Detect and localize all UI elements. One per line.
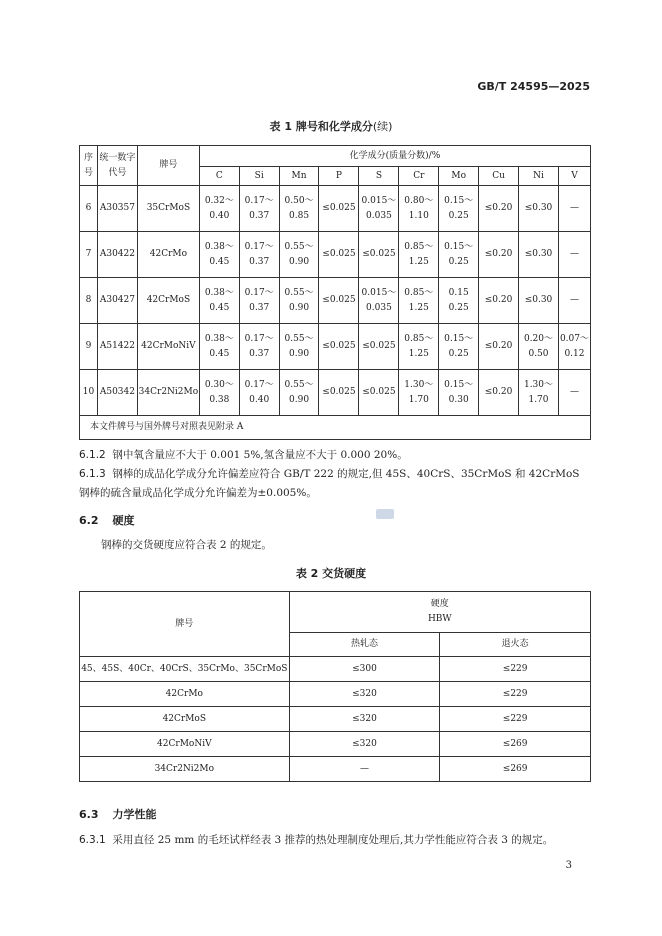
table-row xyxy=(80,657,591,682)
header-element: Ni xyxy=(519,167,559,186)
cell-value xyxy=(519,370,559,416)
cell-value xyxy=(199,278,239,324)
cell-line: 0.38～ xyxy=(204,241,234,252)
cell-line: ≤0.30 xyxy=(524,295,553,305)
cell-line: 0.38～ xyxy=(204,287,234,298)
cell-line: 0.37 xyxy=(249,302,270,313)
cell-seq: 8 xyxy=(80,278,98,324)
cell-line: — xyxy=(569,203,579,213)
cell-value xyxy=(359,232,399,278)
header-element: Mn xyxy=(279,167,319,186)
cell-value xyxy=(558,186,590,232)
cell-line: ≤0.025 xyxy=(362,341,396,351)
section-title: 力学性能 xyxy=(112,808,157,821)
cell-line: 0.30～ xyxy=(204,379,234,390)
clause-number: 6.1.2 xyxy=(79,449,106,461)
cell-line: 0.90 xyxy=(289,302,310,313)
cell-value xyxy=(239,278,279,324)
cell-value xyxy=(319,370,359,416)
table1-caption xyxy=(0,118,662,134)
cell-line: ≤0.025 xyxy=(362,249,396,259)
cell-value xyxy=(519,324,559,370)
table-row xyxy=(80,732,591,757)
section-title: 硬度 xyxy=(112,514,135,527)
cell-value xyxy=(319,232,359,278)
cell-value xyxy=(319,324,359,370)
cell-line: 1.30～ xyxy=(404,379,434,390)
cell-line: 0.25 xyxy=(448,348,469,359)
cell-line: 0.40 xyxy=(209,210,230,221)
cell-line: ≤0.20 xyxy=(484,203,513,213)
cell-grade: 34Cr2Ni2Mo xyxy=(80,757,290,782)
cell-line: 0.12 xyxy=(564,348,585,359)
cell-value xyxy=(439,370,479,416)
cell-line: 0.45 xyxy=(209,256,230,267)
cell-line: 0.55～ xyxy=(284,241,314,252)
cell-hot: ≤320 xyxy=(289,707,440,732)
cell-code: A51422 xyxy=(97,324,137,370)
cell-code: A30427 xyxy=(97,278,137,324)
header-element: Cr xyxy=(399,167,439,186)
page-number: 3 xyxy=(565,860,572,871)
cell-line: 0.50 xyxy=(528,348,549,359)
cell-anneal: ≤229 xyxy=(440,657,591,682)
clause-text: 钢中氧含量应不大于 0.001 5%,氢含量应不大于 0.000 20%。 xyxy=(112,449,408,461)
header-grade: 牌号 xyxy=(137,146,199,186)
section-6-3-heading xyxy=(79,806,157,822)
cell-line: 1.10 xyxy=(408,210,429,221)
header-element: Cu xyxy=(479,167,519,186)
cell-value xyxy=(399,370,439,416)
cell-grade: 42CrMoS xyxy=(137,278,199,324)
cell-value xyxy=(558,278,590,324)
cell-line: 0.15～ xyxy=(444,333,474,344)
cell-value xyxy=(239,232,279,278)
cell-line: 0.015～ xyxy=(361,287,397,298)
cell-value xyxy=(199,370,239,416)
cell-value xyxy=(239,186,279,232)
cell-line: 0.17～ xyxy=(244,333,274,344)
cell-line: 0.17～ xyxy=(244,379,274,390)
cell-seq: 10 xyxy=(80,370,98,416)
cell-value xyxy=(199,232,239,278)
cell-line: 0.37 xyxy=(249,210,270,221)
header-composition: 化学成分(质量分数)/% xyxy=(199,146,590,167)
cell-value xyxy=(439,324,479,370)
cell-line: 0.25 xyxy=(448,302,469,313)
cell-grade: 35CrMoS xyxy=(137,186,199,232)
cell-line: 0.85 xyxy=(289,210,310,221)
cell-line: ≤0.025 xyxy=(322,249,356,259)
header-hot-rolled: 热轧态 xyxy=(289,633,440,657)
cell-grade: 45、45S、40Cr、40CrS、35CrMo、35CrMoS xyxy=(80,657,290,682)
cell-line: 0.37 xyxy=(249,256,270,267)
cell-line: 1.25 xyxy=(408,302,429,313)
cell-value xyxy=(439,278,479,324)
cell-line: ≤0.025 xyxy=(322,387,356,397)
cell-value xyxy=(279,186,319,232)
cell-line: 0.17～ xyxy=(244,241,274,252)
header-element: Mo xyxy=(439,167,479,186)
cell-line: 0.035 xyxy=(366,302,392,313)
cell-line: ≤0.30 xyxy=(524,249,553,259)
cell-line: 0.25 xyxy=(448,210,469,221)
section-6-2-heading xyxy=(79,512,135,528)
header-code: 统一数字代号 xyxy=(97,146,137,186)
cell-line: ≤0.20 xyxy=(484,341,513,351)
cell-line: 0.17～ xyxy=(244,195,274,206)
cell-line: 0.55～ xyxy=(284,333,314,344)
table-row xyxy=(80,324,591,370)
clause-6-2-body: 钢棒的交货硬度应符合表 2 的规定。 xyxy=(101,539,272,551)
cell-value xyxy=(439,232,479,278)
cell-line: ≤0.025 xyxy=(322,203,356,213)
cell-line: 0.40 xyxy=(249,394,270,405)
cell-hot: ≤320 xyxy=(289,682,440,707)
cell-line: 0.50～ xyxy=(284,195,314,206)
table-row xyxy=(80,232,591,278)
header-element: P xyxy=(319,167,359,186)
cell-hot: ≤320 xyxy=(289,732,440,757)
cell-value xyxy=(359,278,399,324)
cell-seq: 9 xyxy=(80,324,98,370)
cell-line: — xyxy=(569,249,579,259)
cell-line: 1.25 xyxy=(408,348,429,359)
section-number: 6.3 xyxy=(79,808,99,821)
cell-line: 0.38 xyxy=(209,394,230,405)
clause-number: 6.1.3 xyxy=(79,468,106,480)
table-row xyxy=(80,707,591,732)
cell-value xyxy=(399,186,439,232)
composition-table xyxy=(79,145,591,440)
cell-value xyxy=(399,278,439,324)
cell-line: 0.45 xyxy=(209,348,230,359)
cell-line: 0.85～ xyxy=(404,241,434,252)
cell-value xyxy=(479,278,519,324)
cell-line: 0.15～ xyxy=(444,195,474,206)
cell-line: — xyxy=(569,387,579,397)
cell-value xyxy=(359,370,399,416)
standard-number: GB/T 24595—2025 xyxy=(477,80,590,93)
cell-hot: ≤300 xyxy=(289,657,440,682)
table-row xyxy=(80,278,591,324)
cell-value xyxy=(319,278,359,324)
hardness-table xyxy=(79,591,591,782)
cell-value xyxy=(479,186,519,232)
cell-line: 0.85～ xyxy=(404,333,434,344)
header-element: S xyxy=(359,167,399,186)
cell-line: 0.32～ xyxy=(204,195,234,206)
cell-line: 0.15 xyxy=(448,287,469,298)
clause-number: 6.3.1 xyxy=(79,834,106,846)
header-element: C xyxy=(199,167,239,186)
cell-anneal: ≤269 xyxy=(440,757,591,782)
clause-text: 采用直径 25 mm 的毛坯试样经表 3 推荐的热处理制度处理后,其力学性能应符合表 3 的规定。 xyxy=(112,834,554,846)
cell-line: ≤0.30 xyxy=(524,203,553,213)
cell-grade: 42CrMoNiV xyxy=(80,732,290,757)
cell-value xyxy=(199,324,239,370)
cell-value xyxy=(479,324,519,370)
cell-line: ≤0.025 xyxy=(322,295,356,305)
header-hardness xyxy=(289,592,590,633)
table1-caption-text: 表 1 牌号和化学成分 xyxy=(269,120,373,133)
table-row xyxy=(80,186,591,232)
cell-code: A30422 xyxy=(97,232,137,278)
header-element: V xyxy=(558,167,590,186)
cell-line: 0.55～ xyxy=(284,287,314,298)
cell-value xyxy=(319,186,359,232)
cell-grade: 34Cr2Ni2Mo xyxy=(137,370,199,416)
cell-value xyxy=(558,232,590,278)
cell-line: 0.55～ xyxy=(284,379,314,390)
cell-value xyxy=(359,324,399,370)
cell-line: 0.035 xyxy=(366,210,392,221)
cell-line: ≤0.20 xyxy=(484,295,513,305)
header-annealed: 退火态 xyxy=(440,633,591,657)
cell-anneal: ≤229 xyxy=(440,682,591,707)
table-row xyxy=(80,370,591,416)
cell-value xyxy=(239,370,279,416)
cell-value xyxy=(279,232,319,278)
cell-value xyxy=(399,324,439,370)
table1-caption-cont: (续) xyxy=(372,120,393,133)
cell-line: 1.70 xyxy=(408,394,429,405)
header-seq: 序号 xyxy=(80,146,98,186)
cell-line: 0.25 xyxy=(448,256,469,267)
cell-code: A50342 xyxy=(97,370,137,416)
cell-grade: 42CrMo xyxy=(137,232,199,278)
cell-line: ≤0.025 xyxy=(362,387,396,397)
cell-line: ≤0.025 xyxy=(322,341,356,351)
cell-line: 0.07～ xyxy=(559,333,589,344)
cell-code: A30357 xyxy=(97,186,137,232)
cell-line: 0.30 xyxy=(448,394,469,405)
watermark-logo xyxy=(376,509,394,519)
cell-line: 1.25 xyxy=(408,256,429,267)
table-note: 本文件牌号与国外牌号对照表见附录 A xyxy=(80,416,591,440)
cell-value xyxy=(479,232,519,278)
cell-line: 0.37 xyxy=(249,348,270,359)
cell-value xyxy=(279,324,319,370)
cell-value xyxy=(239,324,279,370)
section-number: 6.2 xyxy=(79,514,99,527)
cell-line: 0.90 xyxy=(289,256,310,267)
hardness-unit: HBW xyxy=(427,614,452,624)
table-row xyxy=(80,682,591,707)
cell-value xyxy=(399,232,439,278)
cell-grade: 42CrMoS xyxy=(80,707,290,732)
clause-6-1-2 xyxy=(79,447,408,463)
table-row xyxy=(80,757,591,782)
cell-grade: 42CrMoNiV xyxy=(137,324,199,370)
cell-line: 0.15～ xyxy=(444,379,474,390)
hardness-label: 硬度 xyxy=(430,599,449,609)
cell-line: ≤0.20 xyxy=(484,249,513,259)
cell-value xyxy=(279,370,319,416)
cell-line: 0.90 xyxy=(289,394,310,405)
cell-value xyxy=(279,278,319,324)
cell-line: 0.80～ xyxy=(404,195,434,206)
cell-line: 0.17～ xyxy=(244,287,274,298)
cell-line: 0.85～ xyxy=(404,287,434,298)
cell-line: ≤0.20 xyxy=(484,387,513,397)
cell-line: 0.90 xyxy=(289,348,310,359)
cell-value xyxy=(519,186,559,232)
cell-value xyxy=(359,186,399,232)
header-element: Si xyxy=(239,167,279,186)
cell-seq: 7 xyxy=(80,232,98,278)
cell-hot: — xyxy=(289,757,440,782)
cell-value xyxy=(519,278,559,324)
clause-6-1-3 xyxy=(79,466,579,482)
cell-value xyxy=(558,370,590,416)
cell-anneal: ≤229 xyxy=(440,707,591,732)
cell-line: — xyxy=(569,295,579,305)
cell-line: 0.20～ xyxy=(523,333,554,344)
cell-value xyxy=(519,232,559,278)
header-grade: 牌号 xyxy=(80,592,290,657)
cell-line: 0.015～ xyxy=(361,195,397,206)
cell-line: 0.15～ xyxy=(444,241,474,252)
cell-grade: 42CrMo xyxy=(80,682,290,707)
cell-line: 0.45 xyxy=(209,302,230,313)
clause-6-1-3-cont: 钢棒的硫含量成品化学成分允许偏差为±0.005%。 xyxy=(79,487,317,499)
cell-value xyxy=(439,186,479,232)
cell-value xyxy=(199,186,239,232)
clause-6-3-1 xyxy=(79,832,553,848)
clause-text: 钢棒的成品化学成分允许偏差应符合 GB/T 222 的规定,但 45S、40CrS、35CrMoS 和 42CrMoS xyxy=(112,468,580,480)
cell-line: 1.30～ xyxy=(523,379,554,390)
table2-caption: 表 2 交货硬度 xyxy=(295,567,367,580)
cell-line: 1.70 xyxy=(528,394,549,405)
cell-value xyxy=(479,370,519,416)
cell-line: 0.38～ xyxy=(204,333,234,344)
cell-value xyxy=(558,324,590,370)
cell-anneal: ≤269 xyxy=(440,732,591,757)
cell-seq: 6 xyxy=(80,186,98,232)
